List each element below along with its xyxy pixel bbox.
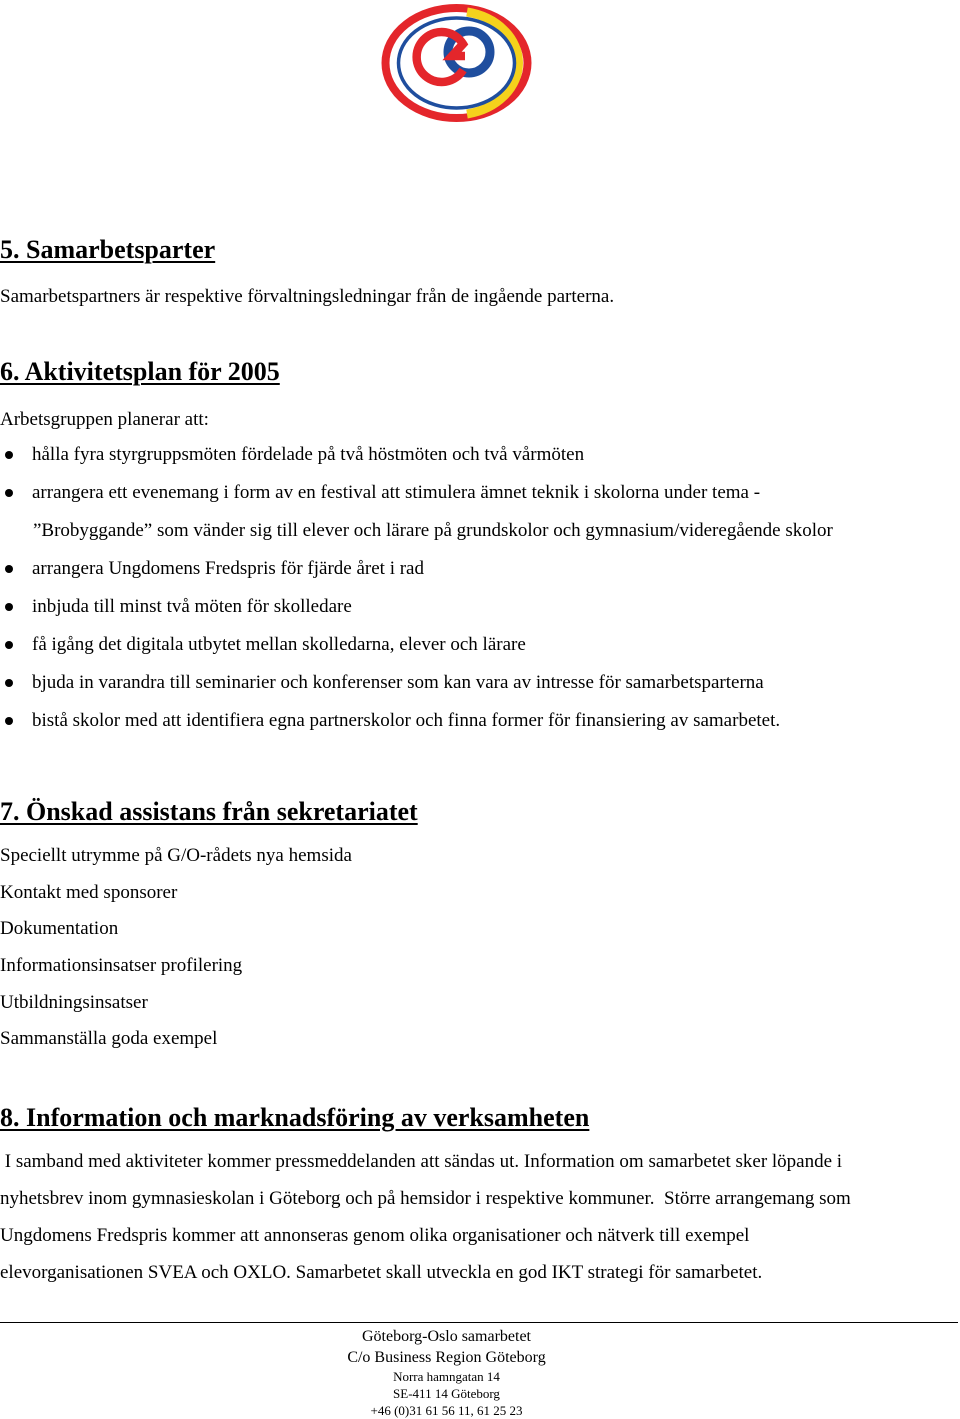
section-6-intro: Arbetsgruppen planerar att: <box>0 409 209 430</box>
bullet-icon <box>5 451 13 459</box>
bullet-icon <box>5 717 13 725</box>
paragraph-line: elevorganisationen SVEA och OXLO. Samarbetet skall utveckla en god IKT strategi för samarbetet. <box>0 1262 763 1283</box>
section-5-heading: 5. Samarbetsparter <box>0 235 216 264</box>
footer-street: Norra hamngatan 14 <box>393 1369 500 1384</box>
section-8-heading: 8. Information och marknadsföring av verksamheten <box>0 1103 590 1132</box>
footer <box>0 1326 893 1419</box>
section-6-heading: 6. Aktivitetsplan för 2005 <box>0 357 280 386</box>
assistance-list <box>0 843 352 1063</box>
footer-divider <box>0 1322 958 1323</box>
assistance-item: Informationsinsatser profilering <box>0 955 243 977</box>
assistance-item: Dokumentation <box>0 918 119 940</box>
section-8-paragraph <box>0 1149 960 1297</box>
footer-co: C/o Business Region Göteborg <box>347 1349 546 1366</box>
paragraph-line: I samband med aktiviteter kommer pressmeddelanden att sändas ut. Information om samarbetet sker löpande i <box>0 1151 843 1172</box>
bullet-icon <box>5 603 13 611</box>
section-5-text: Samarbetspartners är respektive förvaltningsledningar från de ingående parterna. <box>0 286 615 307</box>
bullet-icon <box>5 489 13 497</box>
göteborg-oslo-logo <box>381 4 532 122</box>
assistance-item: Kontakt med sponsorer <box>0 881 178 903</box>
paragraph-line: nyhetsbrev inom gymnasieskolan i Göteborg och på hemsidor i respektive kommuner. Större arrangemang som <box>0 1188 851 1209</box>
assistance-item: Speciellt utrymme på G/O-rådets nya hemsida <box>0 845 352 866</box>
bullet-icon <box>5 679 13 687</box>
footer-org: Göteborg-Oslo samarbetet <box>362 1328 531 1345</box>
bullet-icon <box>5 641 13 649</box>
footer-phone: +46 (0)31 61 56 11, 61 25 23 <box>370 1403 523 1418</box>
bullet-icon <box>5 565 13 573</box>
footer-postal: SE-411 14 Göteborg <box>393 1386 500 1401</box>
section-7-heading: 7. Önskad assistans från sekretariatet <box>0 797 418 826</box>
assistance-item: Sammanställa goda exempel <box>0 1028 218 1050</box>
paragraph-line: Ungdomens Fredspris kommer att annonseras genom olika organisationer och nätverk till exempel <box>0 1225 750 1246</box>
assistance-item: Utbildningsinsatser <box>0 991 148 1013</box>
